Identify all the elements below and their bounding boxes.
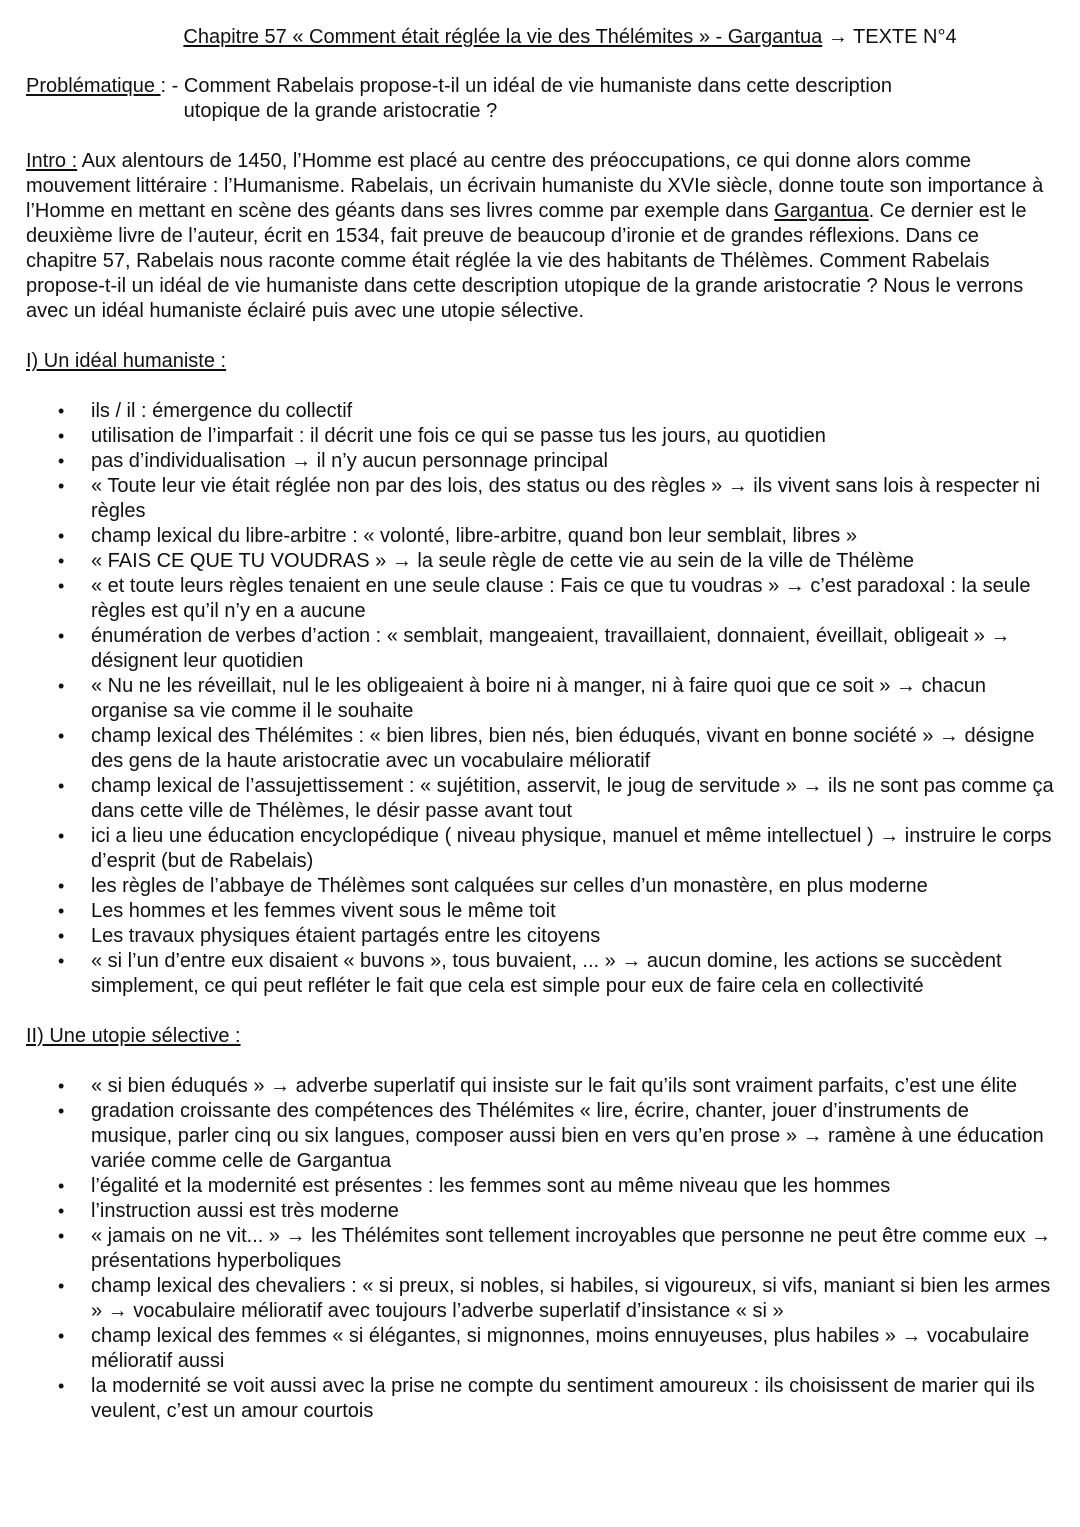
problematique bbox=[26, 74, 1054, 124]
list-item: • pas d’individualisation → il n’y aucun personnage principal bbox=[26, 449, 1054, 474]
list-item: • champ lexical du libre-arbitre : « volonté, libre-arbitre, quand bon leur semblait, libres » bbox=[26, 524, 1054, 549]
list-item: • la modernité se voit aussi avec la prise ne compte du sentiment amoureux : ils choisissent de marier qui ils veulent, c’est un amour courtois bbox=[26, 1374, 1054, 1424]
list-item: • Les travaux physiques étaient partagés entre les citoyens bbox=[26, 924, 1054, 949]
problematique-line-2: utopique de la grande aristocratie ? bbox=[183, 100, 498, 122]
section-2 bbox=[26, 1024, 1054, 1424]
section-1 bbox=[26, 349, 1054, 999]
list-item: • « et toute leurs règles tenaient en une seule clause : Fais ce que tu voudras » → c’est paradoxal : la seule règles est qu’il n’y en a aucune bbox=[26, 574, 1054, 624]
intro-label: Intro : bbox=[26, 150, 78, 172]
list-item: • « jamais on ne vit... » → les Thélémites sont tellement incroyables que personne ne peut être comme eux → présentations hyperboliques bbox=[26, 1224, 1054, 1274]
intro-text-2: . Ce dernier est le deuxième livre de l’auteur, écrit en 1534, fait preuve de beaucoup d’ironie et de grandes réflexions. Dans ce chapitre 57, Rabelais nous raconte comme était réglée la vie des habitants de Thélèmes. Comment Rabelais propose-t-il un idéal de vie humaniste dans cette description utopique de la grande aristocratie ? Nous le verrons avec un idéal humaniste éclairé puis avec une utopie sélective. bbox=[26, 200, 1027, 322]
intro-text-1: Aux alentours de 1450, l’Homme est placé au centre des préoccupations, ce qui donne alors comme mouvement littéraire : l’Humanisme. Rabelais, un écrivain humaniste du XVIe siècle, donne toute son importance à l’Homme en mettant en scène des géants dans ses livres comme par exemple dans bbox=[26, 150, 1044, 222]
list-item: • ils / il : émergence du collectif bbox=[26, 399, 1054, 424]
list-item: • Les hommes et les femmes vivent sous le même toit bbox=[26, 899, 1054, 924]
intro-paragraph bbox=[26, 149, 1054, 324]
list-item: • énumération de verbes d’action : « semblait, mangeaient, travaillaient, donnaient, éveillait, obligeait » → désignent leur quotidien bbox=[26, 624, 1054, 674]
problematique-label: Problématique bbox=[26, 75, 161, 97]
list-item: • champ lexical des Thélémites : « bien libres, bien nés, bien éduqués, vivant en bonne société » → désigne des gens de la haute aristocratie avec un vocabulaire mélioratif bbox=[26, 724, 1054, 774]
bullet-list bbox=[26, 1074, 1054, 1424]
list-item: • « FAIS CE QUE TU VOUDRAS » → la seule règle de cette vie au sein de la ville de Thélème bbox=[26, 549, 1054, 574]
bullet-list bbox=[26, 399, 1054, 999]
list-item: • les règles de l’abbaye de Thélèmes sont calquées sur celles d’un monastère, en plus moderne bbox=[26, 874, 1054, 899]
chapter-title: Chapitre 57 « Comment était réglée la vie des Thélémites » - Gargantua bbox=[183, 26, 823, 48]
book-title: Gargantua bbox=[774, 200, 869, 222]
list-item: • « si l’un d’entre eux disaient « buvons », tous buvaient, ... » → aucun domine, les actions se succèdent simplement, ce qui peut refléter le fait que cela est simple pour eux de faire cela en collectivité bbox=[26, 949, 1054, 999]
problematique-label-wrap bbox=[26, 74, 172, 124]
list-item: • « Nu ne les réveillait, nul le les obligeaient à boire ni à manger, ni à faire quoi que ce soit » → chacun organise sa vie comme il le souhaite bbox=[26, 674, 1054, 724]
list-item: • gradation croissante des compétences des Thélémites « lire, écrire, chanter, jouer d’instruments de musique, parler cinq ou six langues, composer aussi bien en vers qu’en prose » → ramène à une éducation variée comme celle de Gargantua bbox=[26, 1099, 1054, 1174]
text-number: → TEXTE N°4 bbox=[822, 26, 957, 48]
list-item: • champ lexical des chevaliers : « si preux, si nobles, si habiles, si vigoureux, si vifs, maniant si bien les armes » → vocabulaire mélioratif avec toujours l’adverbe superlatif d’insistance « si » bbox=[26, 1274, 1054, 1324]
list-item: • ici a lieu une éducation encyclopédique ( niveau physique, manuel et même intellectuel ) → instruire le corps d’esprit (but de Rabelais) bbox=[26, 824, 1054, 874]
section-title: I) Un idéal humaniste : bbox=[26, 350, 227, 372]
list-item: • « Toute leur vie était réglée non par des lois, des status ou des règles » → ils vivent sans lois à respecter ni règles bbox=[26, 474, 1054, 524]
problematique-text bbox=[172, 74, 1054, 124]
list-item: • « si bien éduqués » → adverbe superlatif qui insiste sur le fait qu’ils sont vraiment parfaits, c’est une élite bbox=[26, 1074, 1054, 1099]
problematique-line-1: - Comment Rabelais propose-t-il un idéal de vie humaniste dans cette description bbox=[171, 75, 893, 97]
list-item: • champ lexical des femmes « si élégantes, si mignonnes, moins ennuyeuses, plus habiles » → vocabulaire mélioratif aussi bbox=[26, 1324, 1054, 1374]
list-item: • l’instruction aussi est très moderne bbox=[26, 1199, 1054, 1224]
list-item: • utilisation de l’imparfait : il décrit une fois ce qui se passe tus les jours, au quotidien bbox=[26, 424, 1054, 449]
list-item: • l’égalité et la modernité est présentes : les femmes sont au même niveau que les hommes bbox=[26, 1174, 1054, 1199]
list-item: • champ lexical de l’assujettissement : « sujétition, asservit, le joug de servitude » → ils ne sont pas comme ça dans cette ville de Thélèmes, le désir passe avant tout bbox=[26, 774, 1054, 824]
page-title bbox=[26, 25, 1054, 50]
section-title: II) Une utopie sélective : bbox=[26, 1025, 241, 1047]
problematique-separator: : bbox=[160, 75, 172, 97]
